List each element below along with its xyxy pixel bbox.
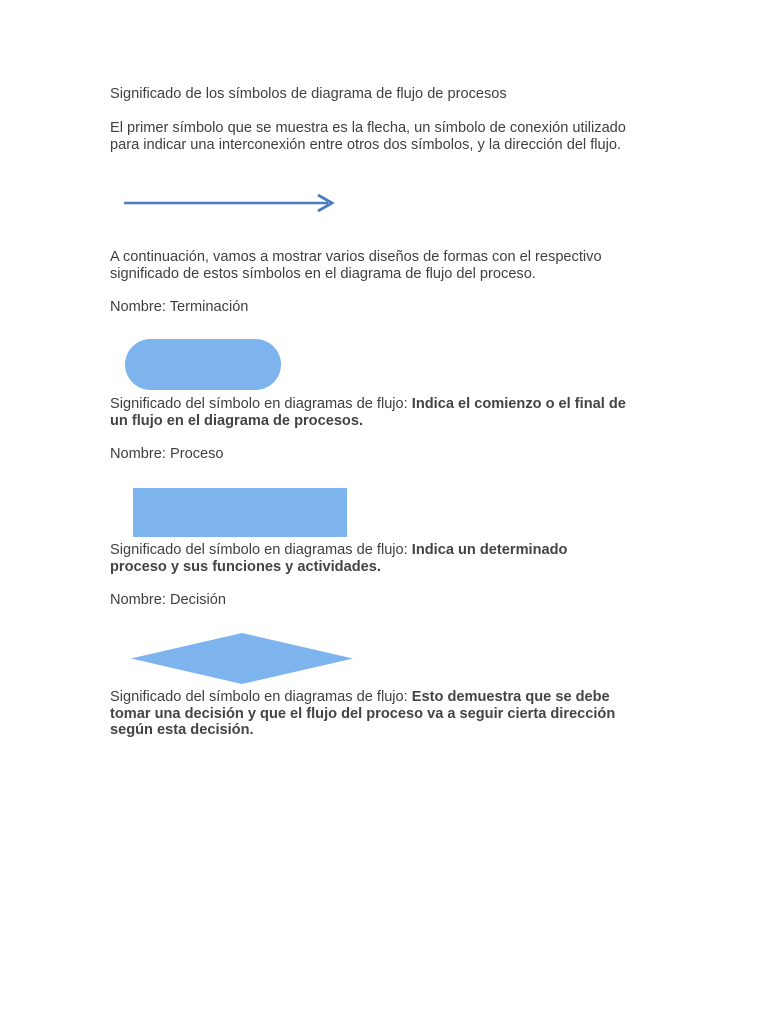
meaning-prefix: Significado del símbolo en diagramas de flujo:	[110, 396, 412, 412]
meaning-bold-continuation: un flujo en el diagrama de procesos.	[110, 412, 364, 429]
meaning-bold-continuation: según esta decisión.	[110, 722, 254, 738]
continuation-paragraph	[110, 249, 670, 282]
symbol-name-decision: Nombre: Decisión	[110, 592, 226, 608]
meaning-bold: Indica un determinado	[411, 542, 568, 558]
intro-line-2: para indicar una interconexión entre otros dos símbolos, y la dirección del flujo.	[110, 136, 622, 153]
symbol-meaning-terminacion	[110, 396, 670, 429]
meaning-prefix: Significado del símbolo en diagramas de flujo:	[110, 542, 412, 558]
symbol-name-terminacion: Nombre: Terminación	[110, 299, 249, 315]
terminator-shape	[124, 338, 282, 391]
intro-paragraph	[110, 120, 670, 153]
continuation-line-2: significado de estos símbolos en el diagrama de flujo del proceso.	[110, 265, 536, 282]
meaning-bold: Esto demuestra que se debe	[411, 689, 610, 705]
meaning-bold-continuation: proceso y sus funciones y actividades.	[110, 558, 381, 575]
continuation-line-1: A continuación, vamos a mostrar varios diseños de formas con el respectivo	[110, 249, 602, 265]
document-title: Significado de los símbolos de diagrama de flujo de procesos	[110, 86, 507, 102]
decision-shape	[131, 633, 353, 684]
meaning-bold-continuation: tomar una decisión y que el flujo del proceso va a seguir cierta dirección	[110, 705, 616, 722]
meaning-prefix: Significado del símbolo en diagramas de flujo:	[110, 689, 412, 705]
process-shape	[133, 488, 347, 537]
meaning-bold: Indica el comienzo o el final de	[411, 396, 626, 412]
symbol-meaning-proceso	[110, 542, 670, 575]
arrow-right-icon	[120, 190, 340, 216]
symbol-meaning-decision	[110, 689, 670, 739]
intro-line-1: El primer símbolo que se muestra es la flecha, un símbolo de conexión utilizado	[110, 120, 626, 136]
symbol-name-proceso: Nombre: Proceso	[110, 446, 224, 462]
